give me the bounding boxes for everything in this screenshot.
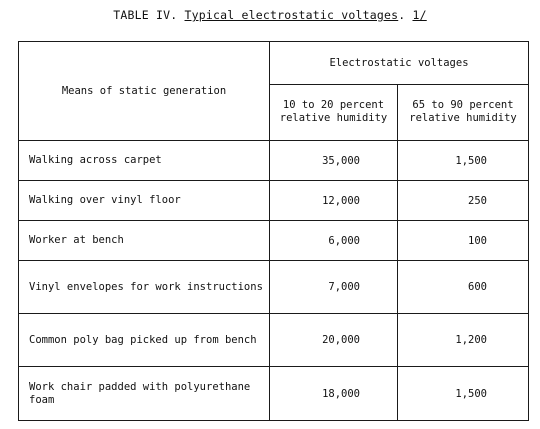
table-title: Typical electrostatic voltages	[184, 8, 399, 22]
col-header-low-humidity: 10 to 20 percent relative humidity	[270, 84, 398, 140]
means-cell: Common poly bag picked up from bench	[19, 314, 270, 367]
high-humidity-cell: 1,200	[398, 314, 529, 367]
high-humidity-cell: 600	[398, 261, 529, 314]
low-humidity-cell: 12,000	[270, 181, 398, 221]
means-cell: Work chair padded with polyurethane foam	[19, 367, 270, 421]
high-humidity-cell: 1,500	[398, 141, 529, 181]
col-header-means: Means of static generation	[19, 42, 270, 141]
table-label: TABLE IV.	[113, 8, 178, 22]
means-cell: Walking over vinyl floor	[19, 181, 270, 221]
table-caption	[0, 8, 540, 22]
high-humidity-cell: 250	[398, 181, 529, 221]
table-row	[19, 314, 529, 367]
low-humidity-cell: 35,000	[270, 141, 398, 181]
means-cell: Worker at bench	[19, 221, 270, 261]
table-row	[19, 261, 529, 314]
table-row	[19, 141, 529, 181]
col-header-high-humidity: 65 to 90 percent relative humidity	[398, 84, 529, 140]
table-row	[19, 181, 529, 221]
electrostatic-voltages-table	[18, 41, 529, 421]
low-humidity-cell: 18,000	[270, 367, 398, 421]
low-humidity-cell: 20,000	[270, 314, 398, 367]
col-group-header: Electrostatic voltages	[270, 42, 529, 85]
low-humidity-cell: 7,000	[270, 261, 398, 314]
header-row-1	[19, 42, 529, 85]
footnote-ref: 1/	[412, 8, 427, 22]
high-humidity-cell: 100	[398, 221, 529, 261]
means-cell: Vinyl envelopes for work instructions	[19, 261, 270, 314]
table-row	[19, 221, 529, 261]
caption-separator: .	[398, 8, 406, 22]
means-cell: Walking across carpet	[19, 141, 270, 181]
low-humidity-cell: 6,000	[270, 221, 398, 261]
high-humidity-cell: 1,500	[398, 367, 529, 421]
table-row	[19, 367, 529, 421]
